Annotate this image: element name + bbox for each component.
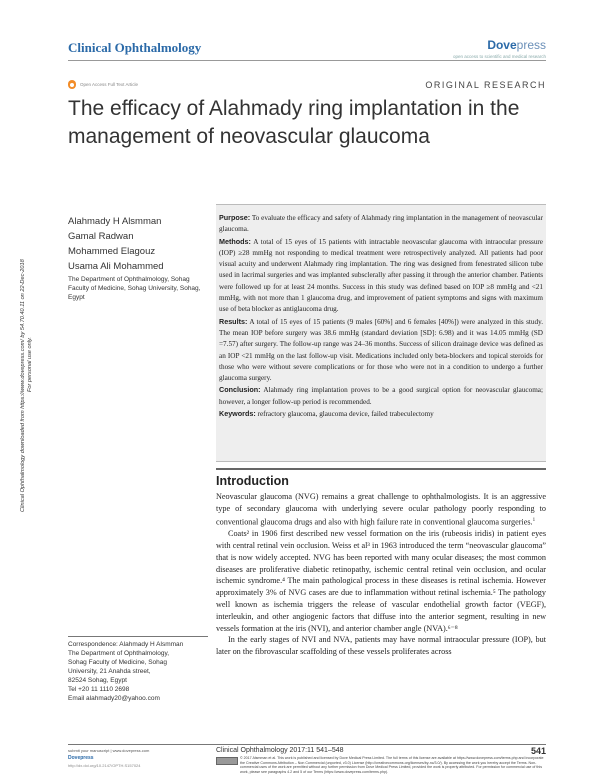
abstract-conclusion bbox=[219, 384, 543, 408]
correspondence bbox=[68, 640, 208, 703]
abstract-keywords bbox=[219, 408, 543, 420]
section-heading-introduction: Introduction bbox=[216, 474, 289, 488]
corr-line: Correspondence: Alahmady H Alsmman bbox=[68, 641, 184, 648]
purpose-text: To evaluate the efficacy and safety of Alahmady ring implantation in the management of neovascular glaucoma. bbox=[219, 214, 543, 234]
creative-commons-icon bbox=[216, 757, 238, 765]
abstract-results bbox=[219, 316, 543, 385]
abstract-purpose bbox=[219, 212, 543, 236]
keywords-text: refractory glaucoma, glaucoma device, failed trabeculectomy bbox=[255, 410, 434, 419]
abstract bbox=[216, 204, 546, 462]
conclusion-text: Alahmady ring implantation proves to be a good surgical option for neovascular glaucoma; however, a longer follow-up period is recommended. bbox=[219, 386, 543, 406]
corr-line: University, 21 Anahda street, bbox=[68, 668, 151, 675]
author-name: Mohammed Elagouz bbox=[68, 246, 156, 257]
footer-publisher: Dovepress bbox=[68, 755, 94, 761]
publisher-logo-light: press bbox=[516, 38, 546, 52]
intro-paragraph-2: Coats² in 1906 first described new vessel formation on the iris (rubeosis iridis) in patient eyes with central retinal vein occlusion. Weiss et al³ in 1963 introduced the term “neovascular glaucoma” that is now widely accepted. NVG has been reported with many ocular diseases; the most common diseases are proliferative diabetic retinopathy, ischemic central retinal vein occlusion, and ocular ischemic syndrome.⁴ The main pathological process in these diseases is retinal ischemia. However approximately 3% of NVG cases are due to inflammation without retinal ischemia.⁵ The pathology well known as ischemia triggers the release of vascular endothelial growth factor (VEGF), interleukin, and other angiogenic factors that diffuse into the anterior segment, resulting in new vessels formation at the iris (NVI), and anterior chamber angle (NVA).⁶⁻⁸ bbox=[216, 529, 546, 633]
results-text: A total of 15 eyes of 15 patients (9 males [60%] and 6 females [40%]) were analyzed in this study. The mean IOP before surgery was 38.6 mmHg (standard deviation [SD]: 6.98) and it was 14.05 mmHg (SD =7.57) after surgery. The follow-up range was 24–36 months. Success of silicon drainage device was defined as an IOP <21 mmHg on the last follow-up visit. Medications included only beta-blockers and topical steroids for those who were without severe complications or for those who were not in a condition to undergo a further glaucoma surgery. bbox=[219, 317, 543, 383]
article-type: ORIGINAL RESEARCH bbox=[425, 80, 546, 90]
submit-manuscript-link[interactable]: submit your manuscript | www.dovepress.com bbox=[68, 748, 150, 753]
open-access-badge bbox=[68, 80, 138, 89]
header-divider bbox=[68, 60, 546, 61]
intro-paragraph-1 bbox=[216, 491, 546, 528]
abstract-methods bbox=[219, 236, 543, 316]
corr-phone: Tel +20 11 1110 2698 bbox=[68, 686, 130, 693]
results-label: Results: bbox=[219, 316, 248, 326]
author-name: Usama Ali Mohammed bbox=[68, 261, 164, 272]
license-text: © 2017 Alsmman et al. This work is published and licensed by Dove Medical Press Limited. The full terms of this license are available at https://www.dovepress.com/terms.php and incorporate the Creative Commons Attribution – Non Commercial (unported, v3.0) License (http://creativecommons.org/licenses/by-nc/3.0/). By accessing the work you hereby accept the Terms. Non-commercial uses of the work are permitted without any further permission from Dove Medical Press Limited, provided the work is properly attributed. For permission for commercial use of this work, please see paragraphs 4.2 and 5 of our Terms (https://www.dovepress.com/terms.php). bbox=[240, 756, 544, 774]
corr-line: Sohag Faculty of Medicine, Sohag bbox=[68, 659, 168, 666]
publisher-logo[interactable] bbox=[487, 38, 546, 52]
author-affiliation: The Department of Ophthalmology, Sohag Faculty of Medicine, Sohag University, Sohag, Egypt bbox=[68, 276, 201, 301]
intro-paragraph-3: In the early stages of NVI and NVA, patients may have normal intraocular pressure (IOP), but later on the fibrovascular scaffolding of these vessels proliferates across bbox=[216, 635, 546, 657]
author-name: Alahmady H Alsmman bbox=[68, 216, 162, 227]
correspondence-divider bbox=[68, 636, 208, 637]
journal-name: Clinical Ophthalmology bbox=[68, 40, 202, 55]
methods-text: A total of 15 eyes of 15 patients with intractable neovascular glaucoma with intraocular pressure (IOP) ≥28 mmHg not responding to medical treatment were retrospectively analyzed. All patients had poor visual acuity and underwent Alahmady ring implantation. The ring was designed from fenestrated silicon tube used in lacrimal surgeries and was implanted subsclerally after passing it through the anterior chamber. Patients were followed up for at least 24 months. Success in this study was defined based on IOP ≥8 mmHg and <21 mmHg, with not more than 1 glaucoma drug, and improvement of patient symptoms and signs with maximum use of beta blocker as antiglaucoma drug. bbox=[219, 237, 543, 314]
author-list bbox=[68, 214, 164, 274]
intro-p1-ref[interactable]: 1 bbox=[532, 517, 536, 523]
footer-divider bbox=[68, 744, 546, 745]
publisher-logo-bold: Dove bbox=[487, 38, 517, 52]
section-divider bbox=[216, 468, 546, 470]
article-title: The efficacy of Alahmady ring implantation in the management of neovascular glaucoma bbox=[68, 97, 520, 148]
side-note-line2: For personal use only. bbox=[27, 337, 33, 392]
corr-email[interactable]: Email alahmady20@yahoo.com bbox=[68, 695, 160, 702]
author-name: Gamal Radwan bbox=[68, 231, 134, 242]
keywords-label: Keywords: bbox=[219, 409, 256, 419]
download-side-note bbox=[20, 259, 34, 512]
publisher-tagline: open access to scientific and medical research bbox=[452, 54, 546, 59]
doi-link[interactable]: http://dx.doi.org/10.2147/OPTH.S157024 bbox=[68, 763, 141, 768]
introduction-body bbox=[216, 491, 546, 658]
intro-p1-text: Neovascular glaucoma (NVG) remains a great challenge to ophthalmologists. It is an aggressive type of secondary glaucoma with underlying severe ocular pathology poorly responding to conventional glaucoma drugs and also with high failure rate in conventional glaucoma surgeries. bbox=[216, 492, 546, 527]
open-access-lock-icon bbox=[68, 80, 76, 89]
page-number: 541 bbox=[530, 746, 546, 756]
open-access-label: Open Access Full Text Article bbox=[80, 82, 138, 87]
side-note-line1: Clinical Ophthalmology downloaded from https://www.dovepress.com/ by 54.70.40.11 on 22-Dec-2018 bbox=[20, 259, 26, 512]
corr-line: 82524 Sohag, Egypt bbox=[68, 677, 127, 684]
corr-line: The Department of Ophthalmology, bbox=[68, 650, 170, 657]
methods-label: Methods: bbox=[219, 236, 251, 246]
conclusion-label: Conclusion: bbox=[219, 385, 261, 395]
footer-citation: Clinical Ophthalmology 2017:11 541–548 bbox=[216, 747, 344, 754]
purpose-label: Purpose: bbox=[219, 213, 251, 222]
